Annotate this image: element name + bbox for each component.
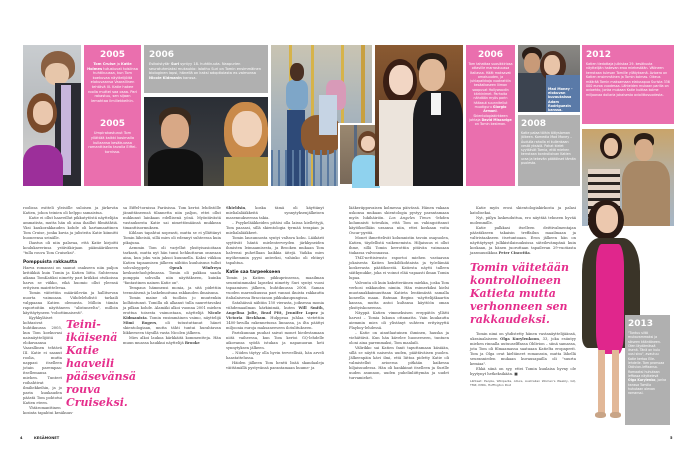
subheading-pomppuista: Pomppuista rakkautta <box>23 260 77 265</box>
sources: Lähteet: People, Wikipedia, Allure, Australian Women's Weekly, GQ, TMZ, IMDb, Huffington Post <box>470 379 576 387</box>
year-2012: 2012 <box>586 50 612 60</box>
photo-shape-man-shirt <box>319 95 337 135</box>
paragraph: Nyt, piilyn laskeuduttua, ero näyttää tehneen hyvää molemmille. <box>470 216 576 225</box>
photo-shape-pole4 <box>361 45 365 135</box>
paragraph: Kihlaus tapahtui nopeasti, mutta se ei yllättänyt Tomin läheisiä, sillä mies oli edennyt suhteessa kuin pikajuna. <box>123 231 221 245</box>
photo-shape-tom-shirt-w <box>431 93 441 115</box>
pull-quote-1: Teini-ikäisenä Katie haaveili pääsevänsä rouva Cruiseksi. <box>66 318 136 409</box>
timeline-text-2008: Katie palaa töihin äitiysloman jälkeen. Komedia Mad Money – Äudulla rahalla ei kullenkaan vestä yksisiä. Pahat kielet syyttävät Tomia, että miehen kerrotaan kontrolloivan Katien uraa ja tekevän päätökset tämän puolesta. <box>521 131 576 166</box>
timeline-box-2013 <box>625 315 670 425</box>
article-column-5 <box>470 206 576 428</box>
paragraph: TMZ-nettisivusto raportoi miehen vastaavan jokaisesta Katien henkilökohtaista ja työelämää koskevasta päätöksestä. Katiesta näytti talleen siätkynukke, joka ei voinut elää vapaasti ilman Tomin lupaa. <box>349 256 449 280</box>
paragraph: Harva romanssi on saanut osakseen niin paljon kritiikkiä kuin Tomin ja Katien liitto. Suhteensa aikana TomKatiksi nimetty pari kriikkoi otsikoissa harva se viikko, eikä huomio ollut yleensä erityisen mairittelevaa. <box>23 266 118 290</box>
paragraph: Tomin lausunnosta syntyi valtava kohu. Lääkärit syyttivät häntä mielenterveyden järkkyneiden ihmisten leimaamisesta, ja Brooken mukaan Tom halveeai puhetllaan kaikkia äitejä. Vaikka mies myöhemmin pyysi anteeksi, vahinko oli ehtinyt tapahtua. <box>226 236 324 265</box>
timeline-box-2006-suri <box>144 45 268 93</box>
year-2005a: 2005 <box>99 50 126 60</box>
paragraph: Välirikko sai Katien fanit taputtamaan käsiään, sillä se näytti naisesta uuden, päättäväisen puolen. Jälkeenpäin kävi ilmi, että liittoa pidetty Katie oli valmistellut avioeroa pitkään kaikessa hiljaisuudessa. Hän oli hankkinut itselleen ja Surille uuden asunnon, uuden puhelinliittymän ja uudet turvamiehet. <box>349 346 449 380</box>
photo-wedding <box>375 45 463 186</box>
photo-shape-nicole-dress <box>224 157 268 186</box>
paragraph: – Katie on ainutlaatuinen ihminen, hauska ja viehättävä. Kun hän kävelee huoneeseen, tuntuen oloni aina paremmaksi, Tom maalaili. <box>349 331 449 345</box>
timeline-text-2012: Katien tiedottaja julkistaa 29. kesäkuuta näyttelijän hakevan eroa miehestään. Välineen kerrotaan tulevan Tomille yllätyksenä. Avioero on Katien ensimmäinen ja Tomin kolmas. Oikeus määrää Tomin maksamaan elatusapua Surista 336 000 euroa vuodessa. Lähteiden mukaan parilla on avioehto, jonka mukaan Katie kuittaa kolme miljoonaa dollaria jokaisesta aviolittovuodesta. <box>586 62 670 97</box>
timeline-box-2008 <box>518 115 580 186</box>
paragraph: Häiden jälkeen Tom hentti lisää skandaaleja väittämällä pystyvänsä parantamaan huume- ja <box>226 361 324 370</box>
timeline-text-2005b: Umpirakastunut Tom yllättää kaikki kosimalla kullaansa kesäkuussa romanttisella tavalla Eiffel-tornissa. <box>88 131 137 154</box>
paragraph: Monet ihmettelivät kolumnistin tavoin osapuolen, Katien, täydellistä vaikenemista. Hiljaisuus ei ollut ihme, sillä Tomin kerrottiin pitävän vaimoaan tiukassa valvonnassa. <box>349 236 449 255</box>
photo-shape-purple-dress <box>23 145 63 186</box>
paragraph: Tempaus hämmensi monia, ja sitä pidettiin teennäisenä ja laskelmoituna rakkauden ilmaisuna. <box>123 286 221 295</box>
photo-tom-nicole <box>144 97 268 186</box>
timeline-text-2013: "Tuntuu siltä mukavammaksi ja sikseen kääntäneen. Olen läydämässä itsenä. Tänä on kulu uusi sivu", avautuu Katie kertoo Elle-lehdelle. Tom promoaa Oblivion-leffaansa. Romaaksi huhutaan leffassa näyttelevä Olga Kurylenko, jonka kanssa Tomilla huhutaan olevan romanssi. <box>628 331 667 396</box>
timeline-text-2006a: Esikoistytär Suri syntyy 18. huhtikuuta. Naapurien seuratuhmiaksi mukaukio: lalathu Suri on Tomin ensimmäinen biologinen lapsi, hänellä on kaksi adoptiolasta ex-vaimonsa Nicole Kidmanin kanssa. <box>149 62 262 80</box>
photo-shape-suri-face <box>361 136 375 151</box>
photo-shape-tom-face <box>161 114 189 148</box>
paragraph: Katie myös erosi skientologiakirkosta ja palasi katolisekai. <box>470 206 576 215</box>
year-2013: 2013 <box>628 319 654 329</box>
photo-shape-tom-shirt <box>148 149 203 186</box>
paragraph: Tomin maine oli tuolloin jo muutenkin kolhiintunut. Tomilla oli alkanut tulla naurettavaksi ja pilkan kohde. Alamäki alkoi vuonna 2001 miehen erottua toisesta vaimostaan, näyttelijä Nicole Kidmanista. Tomin ensimmäinen vaimo, näyttelijä Mimi Rogers, oli tutustuttanut hänet skientologiaan, mutta tähti tuntui hurahtavan liikkeeseen täysillä vasta Nicolen jälkeen. <box>123 296 221 335</box>
subheading-katie-saa: Katie saa tarpeekseen <box>226 270 281 275</box>
photo-shape-adam-face <box>524 53 540 73</box>
timeline-text-2006b: Tom tahattaa suosikkiriosa ottaville marraskuussa Italiassa. Häät maksavat omaisuuden, ja juhlapaikkoja vuokrattiin kesäaikaseen liiman saapuvat Hollywoodin kärkinimet. Parhaita nähdään myös parin hääasut suunnitellut muotiguru Giorgio Armani. Skientologiakirkkeen johtaja David Miscavige on Tomin bestman. <box>468 62 513 127</box>
page-number-right: 5 <box>670 436 673 440</box>
paragraph: Valvonta oli kuin kakstteräinen miekka, joska Tom verhosi rakkauden nimiin. Hän esimerkiksi kielsi muotanakkaimuuttaan Katieta lentämästä samalla koneella maan. Batman Begins -näyttelijäkaartin kanssa, mutta antoi kultansa käyttöön oman yksityiskoneensa. <box>349 281 449 310</box>
paragraph: Pariskunnan puuhat saivat monet hiedestamaan niitä vaiheessa, kun Tom kertoi GQ-lehdelle aikovansa syödä istukan ja napanuoran heti synnytyksen jälkeen. <box>226 331 324 350</box>
paragraph: Shieldsin, koska tämä oli käyttänyt mielialalääkkeitä synnytyksenjälkeisen masennukseensa takia. <box>226 206 324 220</box>
paragraph: Tomin nimi on yhdistetty hänen vastanäyttelijäänsä, ukrainalaiseen Olga Kurylenkoon, 33, joka esiintyy miehen rinnalla uutuuselffassa Oblivion – siinä samassa, jota Tom oli filmaamassa saatuaan Katielta eropaperit. Tom ja Olga ovat kieltäneet romanssin, mutta lähellä seurannieden mukaan kuvausapailla oli "suurta kemiaa". <box>470 332 577 366</box>
paragraph: Yhtäromanttinen kosinta tapahtui kesäkuus- <box>23 406 74 415</box>
photo-katie-tom-hug <box>23 45 81 186</box>
photo-shape-adam-jacket <box>518 73 548 112</box>
article-column-3 <box>226 206 324 428</box>
magazine-name: KESÄMONET <box>34 436 60 440</box>
timeline-box-2006-wedding <box>466 45 515 186</box>
photo-shape-leg-right <box>612 350 619 414</box>
article-column-4 <box>349 206 449 428</box>
photo-shape-katie-face <box>389 65 413 95</box>
paragraph: Näyppä Katien vimmeksisen ereppätös yllätti harvat – Tomia lukuun ottamatta. Vain kuukautta aiemmin mies oli ylistänyt suhteen erityisyyttä Playboy-lehdessä. <box>349 311 449 330</box>
paragraph: sa Eiffel-tornissa Pariisissa. Tom kertoi lehdistölle jännittäneensä tilannetta niin paljon, ettei ollut nukkunut lainkaan edellisenä yönä. Myöntävästä vastauksesta Katie sai nimettömäänsä mukkean timanttisormuksen. <box>123 206 221 230</box>
paragraph: Tomin ja Katien pikkuprinsessa, maailman seuratuimmaksi lapseksi nimetty Suri syntyi vuosi tapaamisen jälkeen, huhtikuussa 2006. Saman vuoden marraskuussa pari vannoi ikuista rakkautta italialaisessa Braccianon pikkukaupungissa. <box>226 276 324 300</box>
paragraph: Katie ei ollut haaveillut pikkutytöstä näyttelijän ammatista, mutta hän oli aina ihaillut filmitähtiä. Yksi kaukorakkauden kohde oli kartamaattinen Tom Cruise, jonka kuvia ja julisteita Katie kiinnitti huoneensa seinälle. <box>23 216 118 240</box>
paragraph: Tomin väitettiin määräilevän ja hallitsevan nuorta vaimoaan. Viihdelehdistö tarkaili valppaana Katien olemusta. Milloin tämän raportoitiin näyttäneen "alistuneelta", milloin käyttäytyneen "robottimaisesti". <box>23 291 118 315</box>
photo-shape-katie-face-mm <box>544 55 560 75</box>
timeline-box-2012 <box>582 45 674 124</box>
paragraph: Aemmin Tom oli varjellut yksityisasioitaan tarkasti, mutta nyt hän tunsi hehkuttavan onneaan aina, kun joku vain jaksoi kuunnella. Kaksi viikkoa Katien tapaamisen jälkeen nähtiin kuuluisuus tullut sohvaloyppely Oprah Winfreyn keskusteluohjelmassa. Tomin oli pakkoa saada pomppia sohvalla niin näyttäkseen, kuinka "fantastinen nainen Katie on". <box>123 246 221 285</box>
year-2006a: 2006 <box>149 50 175 60</box>
timeline-text-2005a: Tom Cruise ja Katie Holmes tutustuvat toisiinsa huhtikuussa, kun Tom koekuvaa näyttelijöitä elokuvaansa Vaarallinen tehtävä III. Katie hakee roolia muttei saa osaa. Pari rakastuu, sen sijaan lemahtaa ilmiliekkeihin. <box>87 62 138 103</box>
paragraph: Ehkä siinä on syy, ettei Tomin kuulaisa hyvny ole hyytynyt hetkeksikään. ■ <box>470 367 576 376</box>
page-number-left: 4 <box>20 436 23 440</box>
paragraph: – Psyykelääkkeiden pitäisi olla laissa kiellettyjä, Tom paasasi, sillä skientologia tyrmää terapian ja mielialalääkkeet. <box>226 221 324 235</box>
year-2008: 2008 <box>521 119 547 129</box>
photo-mad-money <box>518 45 580 112</box>
photo-shape-shoe-left <box>595 412 606 418</box>
end-mark-icon: ■ <box>514 372 518 376</box>
photo-shape-tom-face-w <box>419 59 445 91</box>
photo-shape-katie-face-p <box>596 205 618 233</box>
paragraph: Mies alkoi laukoa kärkkäitä kommentteja. Hän muun muassa haukkui näyttelijä Brooke <box>123 336 221 345</box>
paragraph: lääkeriippuvaisen kolmessa päivässä. Hänen vakaan uskonsa mukaan skientologia pystyy parantamaan myös lukihäiriön. Los Angeles Times -lehden kolumnisti totesikin, että Tom on vahingoittanut käytöksellään uraansa niin, ettei koskaan voita Oscar-pystiä. <box>349 206 449 235</box>
photo-caption-mad-money: Mad Money -elokuvan kuvauksissa Adam Rodriguezin kanssa. <box>548 87 573 113</box>
paragraph: Kyyhkyläiset kohtasivat huhtikuussa 2005, kun Tom koekuvasi naisnäyttelijöitä elokuvaansa Vaarallinen tehtävä III. Katie ei saanut roolia, mutta nappasi itselleen jotain parempaa: itsellemansa miehen. Tunteet roihahtivat ilmiliekkeihin, ja jo parin kuukauden päästä Tom pohtotui Katien eteen. <box>23 316 62 405</box>
article-column-1 <box>23 206 136 428</box>
article-column-2 <box>123 206 221 428</box>
photo-shape-woman-face <box>33 101 53 125</box>
photo-shape-nicole-face <box>232 111 262 147</box>
photo-shape-tom-face-o <box>635 139 653 161</box>
photo-shape-katie-head <box>290 63 304 81</box>
paragraph: Katie palkkasi itselleen deittivalmentajan päästäkseen takaisin treffailun maailmaan ja valtristaakseen itsetuntoaan. Eron jälkeen hän on näyttäytynyt julkkistilaisuuksissa säteilevämpänä kuin koskaan, ja hänen juoruttaan tapailevan 29-vuotiasta jazzmuusikkoa Peter Cincottia. <box>470 226 576 255</box>
photo-shape-katie-top <box>286 80 308 110</box>
paragraph: – Niiden täytyy olla hyvin terveellisiä, hän arveli haastattelussa. <box>226 351 324 360</box>
photo-shape-leg-left <box>598 350 605 414</box>
paragraph: Ihastus oli niin palavaa, että Katie kirjoitti koulukaverinsa ystäväkirjaan päämääräkseen "tulla rouva Tom Cruiseksi". <box>23 241 118 255</box>
photo-shape-man-face <box>45 63 69 85</box>
paragraph: Satahäissä nähtiin 150 vierasta, joiksessa monia viihdemaailman kärkinimiä, kuten Will Smith, Angelina Jolie, Brad Pitt, Jennifer Lopez ja Victoria Beckham. Hulppeaa juhlaa vietettiin 1400-luvulla rakennetussa linnassa, ja ilta päättyi miljoonia euroja maksaneeseen ilotulitukseen. <box>226 301 324 330</box>
year-2005b: 2005 <box>99 119 126 130</box>
pull-quote-2: Tomin väitetään kontrolloineen Katieta mutta verhonneen sen rakkaudeksi. <box>470 261 570 326</box>
timeline-box-2005 <box>84 45 141 186</box>
photo-shape-pink-dress <box>596 244 624 354</box>
photo-shape-olga-face <box>604 138 618 156</box>
paragraph: roolissa esitteli yleisölle suloisen ja järkevän Katien, johon teinien oli helppo samaistua. <box>23 206 118 215</box>
photo-shape-shoe-right <box>610 412 621 418</box>
year-2006b: 2006 <box>477 50 504 60</box>
